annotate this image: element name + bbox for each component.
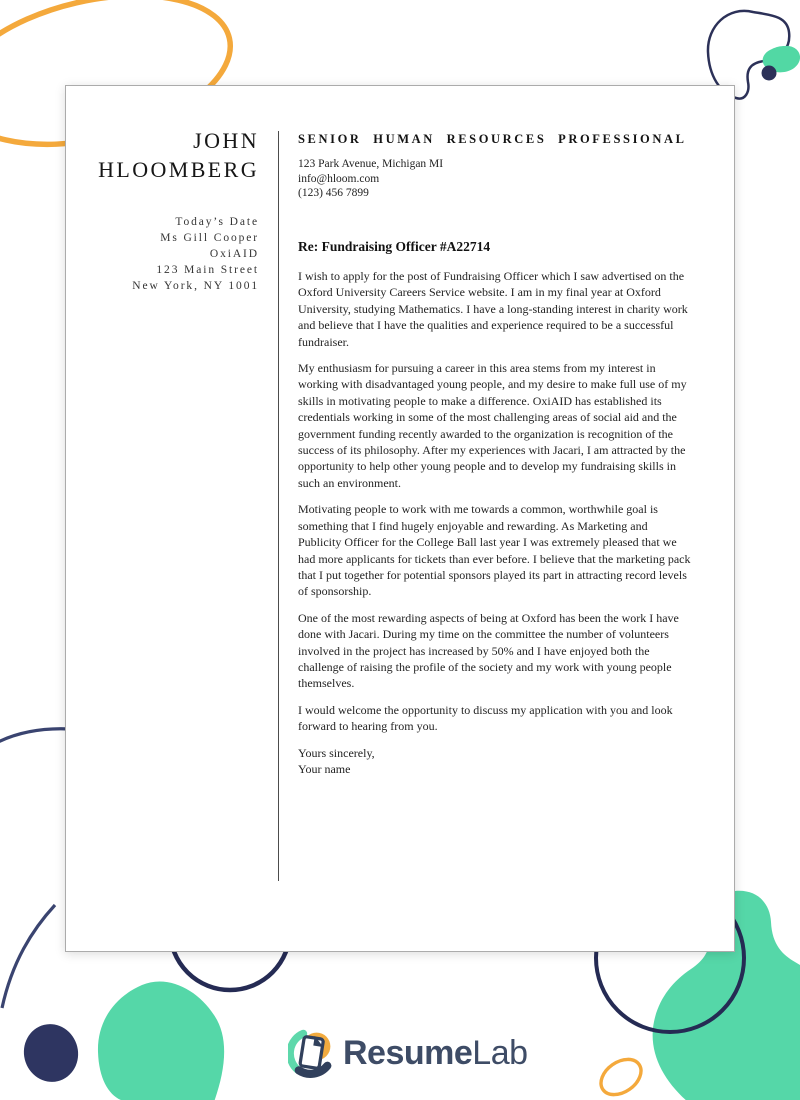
navy-dot-top-right-icon [762, 66, 777, 81]
navy-arc-bottom-left-icon [2, 905, 55, 1008]
vertical-divider [278, 131, 279, 881]
sender-name-line2: HLOOMBERG [98, 157, 259, 182]
contact-block [298, 157, 443, 201]
recipient-line: Ms Gill Cooper [160, 232, 259, 244]
contact-email: info@hloom.com [298, 172, 380, 185]
letter-paragraph: I wish to apply for the post of Fundraising Officer which I saw advertised on the Oxford University Careers Service website. I am in my final year at Oxford University, studying Mathematics. I have a long-standing interest in charity work and believe that I have the qualities and experience required to be a successful fundraiser. [298, 269, 688, 349]
wordmark-resume: Resume [343, 1033, 473, 1072]
letter-paragraph: I would welcome the opportunity to discuss my application with you and look forward to hearing from you. [298, 702, 673, 734]
recipient-line: New York, NY 1001 [132, 280, 259, 292]
letter-paragraph: One of the most rewarding aspects of being at Oxford has been the work I have done with Jacari. During my time on the committee the number of volunteers involved in the project has increased by 50% and I have enjoyed both the challenge of raising the profile of the society and my work with young people themselves. [298, 610, 679, 691]
sender-name-line1: JOHN [193, 128, 259, 153]
teal-blob-bottom-left-icon [98, 981, 224, 1100]
resumelab-document-icon [288, 1029, 335, 1078]
closing-salutation: Yours sincerely, [298, 745, 375, 760]
navy-arc-left-middle-icon [0, 729, 70, 743]
wordmark-lab: Lab [472, 1033, 528, 1072]
letter-sidebar [66, 86, 259, 184]
recipient-block [66, 214, 259, 294]
recipient-line: 123 Main Street [156, 264, 259, 276]
recipient-line: Today’s Date [175, 216, 259, 228]
resumelab-logo[interactable] [288, 1026, 528, 1080]
subject-line: Re: Fundraising Officer #A22714 [298, 239, 491, 254]
closing-block [298, 745, 692, 778]
letter-paragraph: Motivating people to work with me towards a common, worthwhile goal is something that I find hugely enjoyable and rewarding. As Marketing and Publicity Officer for the College Ball last year I was extremely pleased that we had more applicants for tickets than ever before. I believe that the marketing pack that I put together for potential sponsors played its part in attracting record levels of sponsorship. [298, 502, 691, 599]
contact-phone: (123) 456 7899 [298, 187, 369, 199]
sender-name [66, 126, 259, 184]
recipient-line: OxiAID [209, 248, 259, 260]
resumelab-wordmark [343, 1029, 528, 1078]
letter-body [298, 268, 692, 777]
letter-paragraph: My enthusiasm for pursuing a career in this area stems from my interest in working with disadvantaged young people, and my desire to make full use of my skills in motivating people to make a difference. OxiAID has established its credentials working in some of the most challenging areas of social aid and the government funding recently awarded to the organization is recognition of the success of its philosophy. After my experiences with Jacari, I am attracted by the opportunity to help other young people and to develop my fundraising skills in such an environment. [298, 361, 687, 490]
closing-signature: Your name [298, 761, 351, 776]
contact-address: 123 Park Avenue, Michigan MI [298, 158, 444, 170]
letter-title: SENIOR HUMAN RESOURCES PROFESSIONAL [298, 132, 687, 146]
yellow-ellipse-outline-bottom-right-icon [594, 1052, 647, 1100]
navy-ellipse-bottom-left-icon [18, 1018, 84, 1087]
cover-letter-page [65, 85, 735, 952]
